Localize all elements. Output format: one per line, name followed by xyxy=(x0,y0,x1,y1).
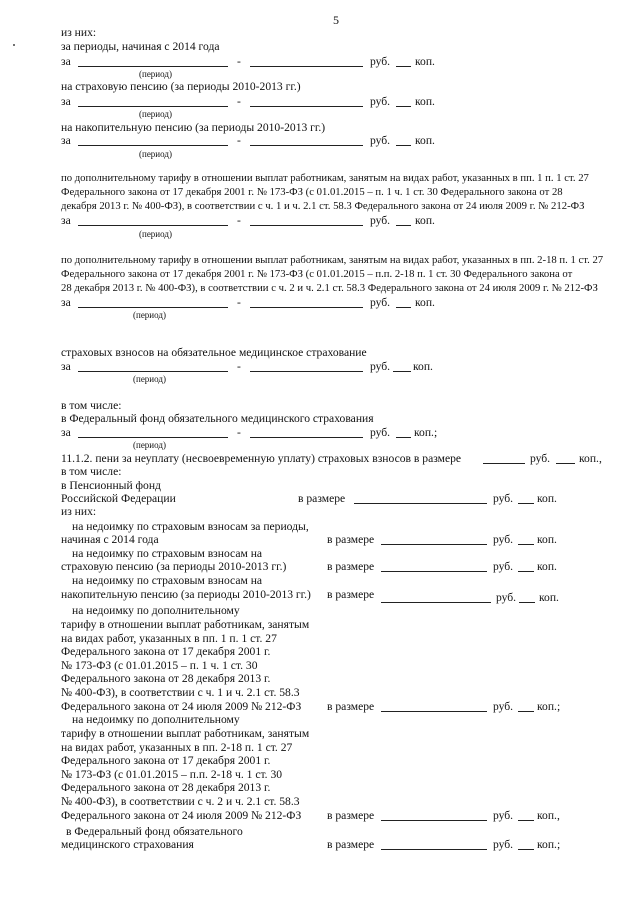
text-line: № 173-ФЗ (с 01.01.2015 – п. 1 ч. 1 ст. 30 xyxy=(61,659,258,672)
period-start-blank[interactable] xyxy=(78,307,228,308)
rub-label: руб. xyxy=(370,426,391,439)
text-line: медицинского страхования xyxy=(61,838,194,851)
text-line: Российской Федерации xyxy=(61,492,176,505)
v-razmere-label: в размере xyxy=(327,700,375,713)
text-line: из них: xyxy=(61,505,97,518)
kop-blank[interactable] xyxy=(556,463,575,464)
v-razmere-label: в размере xyxy=(327,560,375,573)
kop-blank[interactable] xyxy=(396,66,411,67)
kop-label: коп.; xyxy=(537,700,561,713)
period-end-blank[interactable] xyxy=(250,66,363,67)
kop-label: коп. xyxy=(415,95,435,108)
period-end-blank[interactable] xyxy=(250,437,363,438)
kop-label: коп. xyxy=(415,214,435,227)
text-line: Федерального закона от 17 декабря 2001 г. № 173-ФЗ (с 01.01.2015 – п.п. 2-18 п. 1 ст. 30 Федерального закона от xyxy=(61,268,573,280)
amount-rub-blank[interactable] xyxy=(354,503,487,504)
text-line: Федерального закона от 17 декабря 2001 г. xyxy=(61,645,271,658)
text-line: накопительную пенсию (за периоды 2010-2013 гг.) xyxy=(61,588,311,601)
kop-label: коп. xyxy=(537,492,557,505)
v-razmere-label: в размере xyxy=(327,838,375,851)
text-line: на недоимку по дополнительному xyxy=(72,713,240,726)
text-line: в том числе: xyxy=(61,399,122,412)
kop-label: коп. xyxy=(415,55,435,68)
v-razmere-label: в размере xyxy=(298,492,346,505)
text-line: Федерального закона от 24 июля 2009 № 212-ФЗ xyxy=(61,809,302,822)
za-label: за xyxy=(61,296,71,309)
kop-blank[interactable] xyxy=(396,437,411,438)
period-caption: (период) xyxy=(139,149,172,159)
za-label: за xyxy=(61,95,71,108)
rub-label: руб. xyxy=(493,838,514,851)
text-line: из них: xyxy=(61,26,97,39)
text-line: по дополнительному тарифу в отношении выплат работникам, занятым на видах работ, указанных в пп. 2-18 п. 1 ст. 27 xyxy=(61,254,604,266)
dash: - xyxy=(237,296,241,309)
v-razmere-label: в размере xyxy=(327,809,375,822)
period-start-blank[interactable] xyxy=(78,66,228,67)
period-start-blank[interactable] xyxy=(78,371,228,372)
kop-blank[interactable] xyxy=(396,307,411,308)
za-label: за xyxy=(61,55,71,68)
text-line: по дополнительному тарифу в отношении выплат работникам, занятым на видах работ, указанных в пп. 1 п. 1 ст. 27 xyxy=(61,172,589,184)
scan-mark xyxy=(13,44,15,46)
rub-label: руб. xyxy=(370,360,391,373)
za-label: за xyxy=(61,134,71,147)
za-label: за xyxy=(61,426,71,439)
amount-rub-blank[interactable] xyxy=(381,820,487,821)
text-line: № 400-ФЗ), в соответствии с ч. 2 и ч. 2.1 ст. 58.3 xyxy=(61,795,300,808)
page-number: 5 xyxy=(333,13,339,27)
text-line: 28 декабря 2013 г. № 400-ФЗ), в соответствии с ч. 2 и ч. 2.1 ст. 58.3 Федерального закона от 24 июля 2009 г. № 212-ФЗ xyxy=(61,282,598,294)
text-line: на недоимку по страховым взносам за периоды, xyxy=(72,520,309,533)
period-caption: (период) xyxy=(133,374,166,384)
text-line: Федерального закона от 17 декабря 2001 г. № 173-ФЗ (с 01.01.2015 – п. 1 ч. 1 ст. 30 Федерального закона от 28 xyxy=(61,186,563,198)
text-line: Федерального закона от 28 декабря 2013 г. xyxy=(61,781,271,794)
kop-label: коп., xyxy=(579,452,602,465)
kop-label: коп.; xyxy=(537,838,561,851)
kop-label: коп. xyxy=(539,591,559,604)
period-caption: (период) xyxy=(139,229,172,239)
kop-blank[interactable] xyxy=(396,106,411,107)
period-end-blank[interactable] xyxy=(250,371,363,372)
dash: - xyxy=(237,55,241,68)
period-caption: (период) xyxy=(133,310,166,320)
kop-blank[interactable] xyxy=(396,145,411,146)
text-line: № 400-ФЗ), в соответствии с ч. 1 и ч. 2.1 ст. 58.3 xyxy=(61,686,300,699)
rub-label: руб. xyxy=(493,533,514,546)
dash: - xyxy=(237,95,241,108)
text-line: на видах работ, указанных в пп. 2-18 п. 1 ст. 27 xyxy=(61,741,293,754)
kop-blank[interactable] xyxy=(518,849,534,850)
text-line: тарифу в отношении выплат работникам, занятым xyxy=(61,618,310,631)
dash: - xyxy=(237,426,241,439)
text-line: в Федеральный фонд обязательного медицинского страхования xyxy=(61,412,374,425)
text-line: Федерального закона от 24 июля 2009 № 212-ФЗ xyxy=(61,700,302,713)
period-caption: (период) xyxy=(139,109,172,119)
za-label: за xyxy=(61,360,71,373)
kop-label: коп. xyxy=(415,134,435,147)
period-end-blank[interactable] xyxy=(250,307,363,308)
kop-blank[interactable] xyxy=(518,571,534,572)
period-end-blank[interactable] xyxy=(250,106,363,107)
text-line: в том числе: xyxy=(61,465,122,478)
text-line: № 173-ФЗ (с 01.01.2015 – п.п. 2-18 ч. 1 ст. 30 xyxy=(61,768,283,781)
rub-label: руб. xyxy=(493,809,514,822)
rub-label: руб. xyxy=(370,95,391,108)
period-end-blank[interactable] xyxy=(250,225,363,226)
period-start-blank[interactable] xyxy=(78,145,228,146)
text-line: страховых взносов на обязательное медицинское страхование xyxy=(61,346,367,359)
text-line: декабря 2013 г. № 400-ФЗ), в соответствии с ч. 1 и ч. 2.1 ст. 58.3 Федерального закона от 24 июля 2009 г. № 212-ФЗ xyxy=(61,200,585,212)
period-end-blank[interactable] xyxy=(250,145,363,146)
kop-blank[interactable] xyxy=(519,602,535,603)
amount-rub-blank[interactable] xyxy=(381,544,487,545)
text-line: на накопительную пенсию (за периоды 2010-2013 гг.) xyxy=(61,121,326,134)
rub-label: руб. xyxy=(530,452,551,465)
period-start-blank[interactable] xyxy=(78,106,228,107)
rub-label: руб. xyxy=(370,55,391,68)
kop-label: коп.; xyxy=(414,426,438,439)
kop-blank[interactable] xyxy=(396,225,411,226)
kop-label: коп. xyxy=(537,533,557,546)
rub-label: руб. xyxy=(370,296,391,309)
kop-blank[interactable] xyxy=(393,371,411,372)
kop-label: коп. xyxy=(537,560,557,573)
kop-label: коп., xyxy=(537,809,560,822)
text-line: на страховую пенсию (за периоды 2010-2013 гг.) xyxy=(61,80,301,93)
text-line: на недоимку по страховым взносам на xyxy=(72,547,263,560)
kop-blank[interactable] xyxy=(518,544,534,545)
text-line: 11.1.2. пени за неуплату (несвоевременную уплату) страховых взносов в размере xyxy=(61,452,462,465)
dash: - xyxy=(237,134,241,147)
amount-rub-blank[interactable] xyxy=(381,571,487,572)
text-line: на недоимку по страховым взносам на xyxy=(72,574,263,587)
dash: - xyxy=(237,214,241,227)
kop-blank[interactable] xyxy=(518,503,534,504)
rub-label: руб. xyxy=(370,214,391,227)
amount-rub-blank[interactable] xyxy=(381,711,487,712)
text-line: в Федеральный фонд обязательного xyxy=(66,825,243,838)
amount-rub-blank[interactable] xyxy=(381,849,487,850)
period-caption: (период) xyxy=(139,69,172,79)
za-label: за xyxy=(61,214,71,227)
period-start-blank[interactable] xyxy=(78,225,228,226)
text-line: на недоимку по дополнительному xyxy=(72,604,240,617)
rub-label: руб. xyxy=(493,700,514,713)
text-line: Федерального закона от 28 декабря 2013 г. xyxy=(61,672,271,685)
rub-label: руб. xyxy=(370,134,391,147)
text-line: на видах работ, указанных в пп. 1 п. 1 ст. 27 xyxy=(61,632,277,645)
text-line: за периоды, начиная с 2014 года xyxy=(61,40,220,53)
text-line: страховую пенсию (за периоды 2010-2013 гг.) xyxy=(61,560,287,573)
v-razmere-label: в размере xyxy=(327,533,375,546)
kop-label: коп. xyxy=(413,360,433,373)
kop-label: коп. xyxy=(415,296,435,309)
rub-label: руб. xyxy=(493,492,514,505)
dash: - xyxy=(237,360,241,373)
text-line: Федерального закона от 17 декабря 2001 г. xyxy=(61,754,271,767)
amount-rub-blank[interactable] xyxy=(381,602,491,603)
rub-label: руб. xyxy=(493,560,514,573)
period-caption: (период) xyxy=(133,440,166,450)
kop-blank[interactable] xyxy=(518,711,534,712)
period-start-blank[interactable] xyxy=(78,437,228,438)
text-line: тарифу в отношении выплат работникам, занятым xyxy=(61,727,310,740)
kop-blank[interactable] xyxy=(518,820,534,821)
text-line: в Пенсионный фонд xyxy=(61,479,161,492)
amount-rub-blank[interactable] xyxy=(483,463,525,464)
rub-label: руб. xyxy=(496,591,517,604)
v-razmere-label: в размере xyxy=(327,588,375,601)
text-line: начиная с 2014 года xyxy=(61,533,159,546)
